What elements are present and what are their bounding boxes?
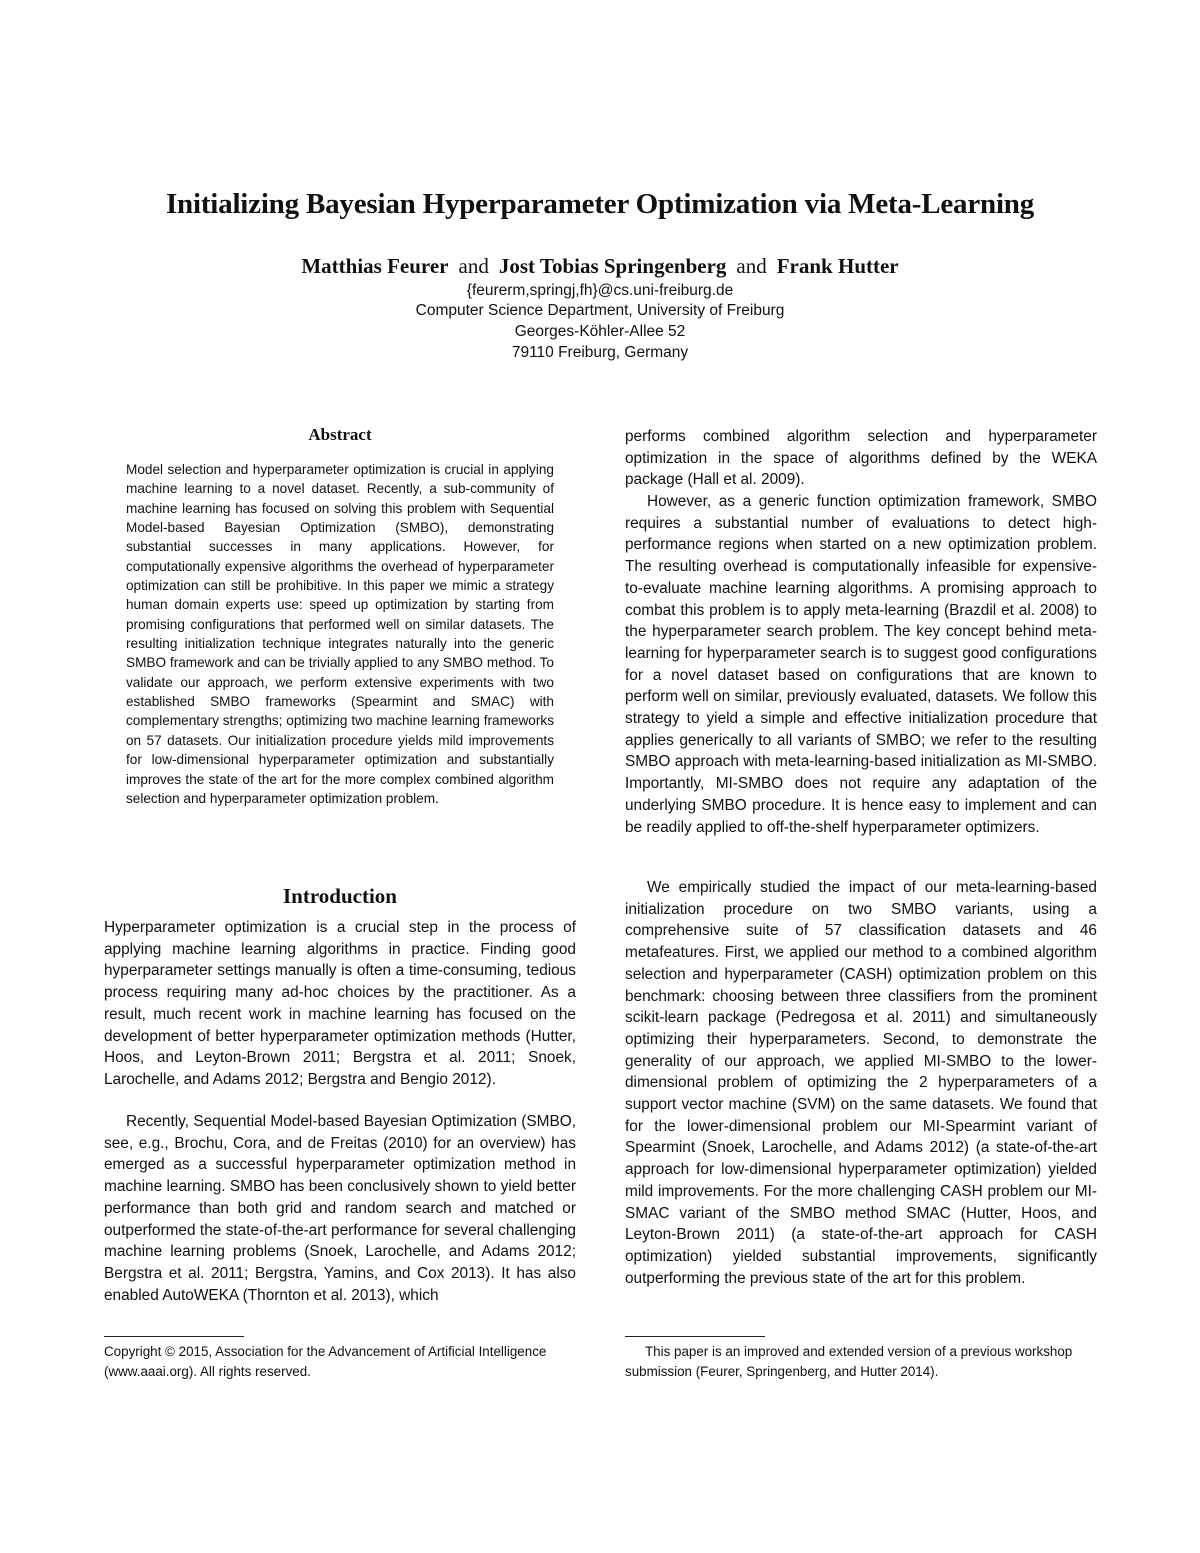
author-name: Frank Hutter	[776, 254, 899, 278]
author-name: Jost Tobias Springenberg	[498, 254, 727, 278]
author-name: Matthias Feurer	[301, 254, 449, 278]
footnote-rule	[625, 1336, 765, 1337]
footnote-rule	[104, 1336, 244, 1337]
copyright-footnote: Copyright © 2015, Association for the Advancement of Artificial Intelligence (www.aaai.org). All rights reserved.	[104, 1344, 547, 1379]
paper-title: Initializing Bayesian Hyperparameter Optimization via Meta-Learning	[165, 188, 1035, 220]
author-separator: and	[736, 254, 767, 278]
author-line	[0, 254, 1200, 279]
affiliation-department: Computer Science Department, University of Freiburg	[415, 302, 785, 319]
affiliation-city: 79110 Freiburg, Germany	[511, 344, 689, 361]
right-column-paragraph: performs combined algorithm selection and hyperparameter optimization in the space of algorithms defined by the WEKA package (Hall et al. 2009).	[625, 428, 1097, 489]
abstract-heading: Abstract	[308, 425, 372, 444]
affiliation-street: Georges-Köhler-Allee 52	[514, 323, 686, 340]
abstract-text: Model selection and hyperparameter optimization is crucial in applying machine learning to a novel dataset. Recently, a sub-community of machine learning has focused on solving this problem with Sequential Model-based Bayesian Optimization (SMBO), demonstrating substantial successes in many applications. However, for computationally expensive algorithms the overhead of hyperparameter optimization can still be prohibitive. In this paper we mimic a strategy human domain experts use: speed up optimization by starting from promising configurations that performed well on similar datasets. The resulting initialization technique integrates naturally into the generic SMBO framework and can be trivially applied to any SMBO method. To validate our approach, we perform extensive experiments with two established SMBO frameworks (Spearmint and SMAC) with complementary strengths; optimizing two machine learning frameworks on 57 datasets. Our initialization procedure yields mild improvements for low-dimensional hyperparameter optimization and substantially improves the state of the art for the more complex combined algorithm selection and hyperparameter optimization problem.	[126, 462, 554, 806]
right-column-paragraph: However, as a generic function optimization framework, SMBO requires a substantial number of evaluations to detect high-performance regions when started on a new optimization problem. The resulting overhead is computationally infeasible for expensive-to-evaluate machine learning algorithms. A promising approach to combat this problem is to apply meta-learning (Brazdil et al. 2008) to the hyperparameter search problem. The key concept behind meta-learning for hyperparameter search is to suggest good configurations for a novel dataset based on configurations that are known to perform well on similar, previously evaluated, datasets. We follow this strategy to yield a simple and effective initialization procedure that applies generically to all variants of SMBO; we refer to the resulting SMBO approach with meta-learning-based initialization as MI-SMBO. Importantly, MI-SMBO does not require any adaptation of the underlying SMBO procedure. It is hence easy to implement and can be readily applied to off-the-shelf hyperparameter optimizers.	[625, 493, 1097, 836]
right-column-paragraph: We empirically studied the impact of our meta-learning-based initialization procedure on two SMBO variants, using a comprehensive suite of 57 classification datasets and 46 metafeatures. First, we applied our method to a combined algorithm selection and hyperparameter (CASH) optimization problem on this benchmark: choosing between three classifiers from the prominent scikit-learn package (Pedregosa et al. 2011) and simultaneously optimizing their hyperparameters. Second, to demonstrate the generality of our approach, we applied MI-SMBO to the lower-dimensional problem of optimizing the 2 hyperparameters of a support vector machine (SVM) on the same datasets. We found that for the lower-dimensional problem our MI-Spearmint variant of Spearmint (Snoek, Larochelle, and Adams 2012) (a state-of-the-art approach for low-dimensional hyperparameter optimization) yielded mild improvements. For the more challenging CASH problem our MI-SMAC variant of the SMBO method SMAC (Hutter, Hoos, and Leyton-Brown 2011) (a state-of-the-art approach for CASH optimization) yielded substantial improvements, significantly outperforming the previous state of the art for this problem.	[625, 879, 1097, 1287]
author-email: {feurerm,springj,fh}@cs.uni-freiburg.de	[466, 282, 734, 299]
version-footnote: This paper is an improved and extended version of a previous workshop submission (Feurer, Springenberg, and Hutter 2014).	[625, 1344, 1073, 1379]
author-separator: and	[458, 254, 489, 278]
introduction-heading: Introduction	[283, 884, 397, 908]
introduction-paragraph: Recently, Sequential Model-based Bayesian Optimization (SMBO, see, e.g., Brochu, Cora, and de Freitas (2010) for an overview) has emerged as a successful hyperparameter optimization method in machine learning. SMBO has been conclusively shown to yield better performance than both grid and random search and matched or outperformed the state-of-the-art performance for several challenging machine learning problems (Snoek, Larochelle, and Adams 2012; Bergstra et al. 2011; Bergstra, Yamins, and Cox 2013). It has also enabled AutoWEKA (Thornton et al. 2013), which	[104, 1113, 576, 1304]
introduction-paragraph: Hyperparameter optimization is a crucial step in the process of applying machine learning algorithms in practice. Finding good hyperparameter settings manually is often a time-consuming, tedious process requiring many ad-hoc choices by the practitioner. As a result, much recent work in machine learning has focused on the development of better hyperparameter optimization methods (Hutter, Hoos, and Leyton-Brown 2011; Bergstra et al. 2011; Snoek, Larochelle, and Adams 2012; Bergstra and Bengio 2012).	[104, 919, 576, 1088]
